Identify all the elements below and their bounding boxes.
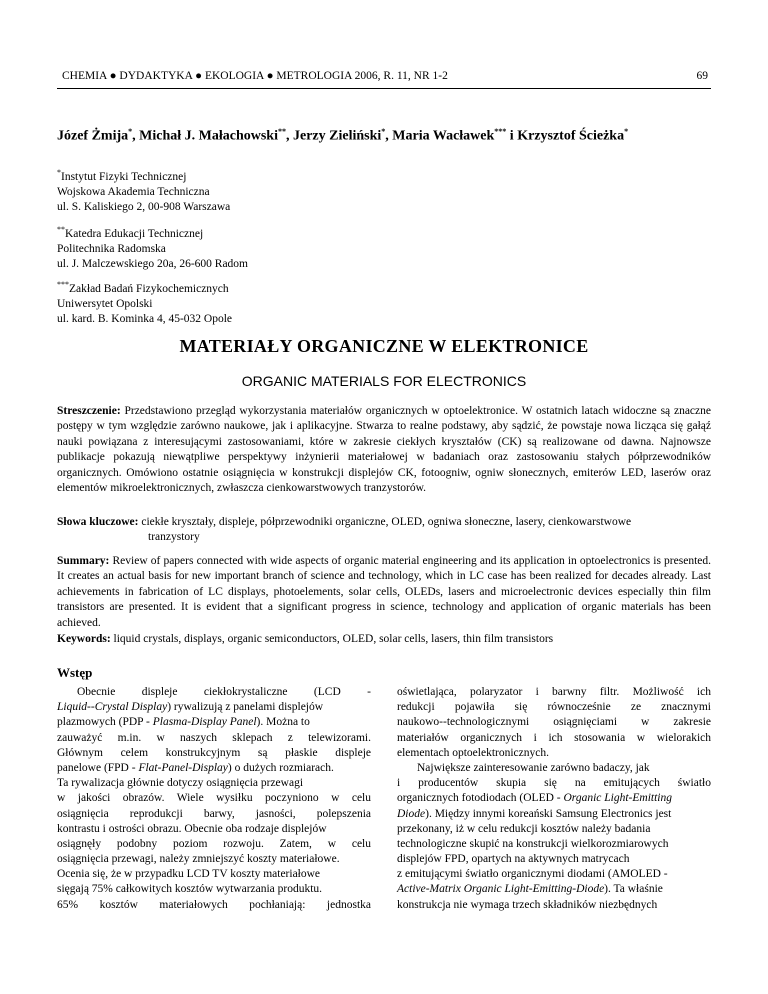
section-heading: Wstęp [57, 665, 93, 680]
text-line: w jakości obrazów. Wiele wysiłku poczyniono w celu [57, 792, 371, 805]
text-line: oświetlająca, polaryzator i barwny filtr. Możliwość ich [397, 686, 711, 698]
header-rule [57, 88, 711, 89]
text-span: ) rywalizują z panelami displejów [167, 701, 324, 714]
affiliation-line: Zakład Badań Fizykochemicznych [69, 282, 229, 295]
text-line [57, 700, 371, 715]
affiliation-line: ul. S. Kaliskiego 2, 00-908 Warszawa [57, 200, 231, 213]
abstract-label: Streszczenie: [57, 405, 121, 417]
journal-info: CHEMIA ● DYDAKTYKA ● EKOLOGIA ● METROLOGIA 2006, R. 11, NR 1-2 [62, 70, 448, 82]
text-span: ). Ta właśnie [604, 883, 663, 896]
italic-term: Diode [397, 807, 426, 820]
italic-term: Flat-Panel-Display [138, 761, 228, 774]
text-line [57, 761, 371, 776]
text-line: kontrastu i ostrości obrazu. Obecnie oba rodzaje displejów [57, 822, 327, 835]
affiliation-line: ul. kard. B. Kominka 4, 45-032 Opole [57, 312, 233, 325]
affiliation-line: Uniwersytet Opolski [57, 297, 153, 310]
author-list [57, 127, 711, 145]
abstract-text: Przedstawiono przegląd wykorzystania materiałów organicznych w optoelektronice. W ostatnich latach widoczne są znaczne postępy w tym względzie zarówno naukowe, jak i aplikacyjne. Stwarza to realne podstawy, aby sądzić, że powstaje nowa licząca się gałąź nauki powiązana z interesującymi zastosowaniami, które w zakresie ciekłych kryształów (CK) są realizowane od dawna. Najnowsze publikacje pokazują niewątpliwe perspektywy inżynierii materiałowej w badaniach oraz zastosowaniu stałych półprzewodników organicznych. Omówiono ostatnie osiągnięcia w konstrukcji displejów CK, fotoogniw, ogniw słonecznych, emiterów LED, laserów oraz elementów mikroelektronicznych, zwłaszcza cienkowarstwowych tranzystorów. [57, 405, 711, 495]
text-line: zauważyć m.in. w naszych sklepach z telewizorami. [57, 731, 371, 744]
affiliation-mark: * [128, 127, 133, 136]
text-line: redukcji pojawiła się równocześnie ze znacznymi [397, 701, 711, 714]
text-line: osiągnięcia reprodukcji barwy, jasności, polepszenia [57, 807, 371, 820]
text-line: osiągnęły podobny poziom rozwoju. Zatem, w celu [57, 837, 371, 850]
separator: , [132, 128, 140, 144]
author-name: Michał J. Małachowski [139, 128, 278, 144]
author-name: Józef Żmija [57, 128, 129, 144]
affiliation-1 [57, 165, 230, 215]
text-span: organicznych fotodiodach (OLED - [397, 792, 564, 805]
text-line: displejów FPD, opartych na aktywnych matrycach [397, 853, 630, 866]
affiliation-mark: *** [494, 127, 507, 136]
text-line: przekonany, iż w celu redukcji kosztów należy badania [397, 822, 651, 835]
keywords-text: ciekłe kryształy, displeje, półprzewodniki organiczne, OLED, ogniwa słoneczne, lasery, cienkowarstwowe [138, 516, 632, 528]
abstract-english [57, 554, 711, 631]
affiliation-line: Wojskowa Akademia Techniczna [57, 185, 210, 198]
affiliation-line: ul. J. Malczewskiego 20a, 26-600 Radom [57, 257, 248, 270]
body-column-left [57, 685, 371, 913]
paper-subtitle-english: ORGANIC MATERIALS FOR ELECTRONICS [241, 373, 527, 389]
affiliation-mark: ** [278, 127, 286, 136]
text-span: panelowe (FPD - [57, 761, 139, 774]
text-line [397, 791, 711, 806]
author-name: Maria Wacławek [392, 128, 495, 144]
summary-label: Summary: [57, 555, 110, 567]
keywords-label: Słowa kluczowe: [57, 516, 139, 528]
affiliation-mark: * [381, 127, 386, 136]
author-name: Jerzy Zieliński [293, 128, 382, 144]
keywords-english [57, 632, 711, 647]
text-line: Ta rywalizacja głównie dotyczy osiągnięcia przewagi [57, 777, 304, 790]
body-column-right [397, 685, 711, 913]
keywords-text-cont: tranzystory [148, 531, 200, 544]
text-span: ). Między innymi koreański Samsung Electronics jest [425, 807, 672, 820]
text-span: ) o dużych rozmiarach. [227, 761, 334, 774]
affiliation-mark: * [624, 127, 629, 136]
affiliation-line: Politechnika Radomska [57, 242, 166, 255]
text-line: materiałów organicznych i ich stosowania w wielorakich [397, 731, 711, 744]
italic-term: Active-Matrix Organic Light-Emitting-Diode [397, 883, 605, 896]
text-line: 65% kosztów materiałowych pochłaniają: jednostka [57, 898, 371, 911]
separator: , [385, 128, 393, 144]
text-line: technologiczne skupić na konstrukcji wielkorozmiarowych [397, 837, 669, 850]
text-line: sięgają 75% całkowitych kosztów wytwarzania produktu. [57, 883, 323, 896]
text-line: Największe zainteresowanie zarówno badaczy, jak [417, 761, 650, 774]
text-line: Obecnie displeje ciekłokrystaliczne (LCD - [77, 686, 371, 698]
text-line: Ocenia się, że w przypadku LCD TV koszty materiałowe [57, 868, 321, 881]
affiliation-mark: *** [57, 280, 69, 289]
text-line: osiągnięcia przewagi, należy zmniejszyć koszty materiałowe. [57, 853, 340, 866]
author-name: Krzysztof Ścieżka [517, 128, 625, 144]
text-line: konstrukcja nie wymaga trzech składników niezbędnych [397, 898, 658, 911]
affiliation-mark: ** [57, 225, 65, 234]
running-header [62, 70, 708, 82]
separator: , [286, 128, 293, 144]
summary-text: Review of papers connected with wide aspects of organic material engineering and its application in optoelectronics is presented. It creates an actual basis for new important branch of science and technology, which in LC case has been realized for decades already. Last achievements in fabrication of LC displays, photoelements, solar cells, OLEDs, lasers and microelectronic devices especially thin film transistors are presented. It is evident that a significant progress in science, technology and application of organic materials has been achieved. [57, 555, 711, 629]
separator: i [506, 128, 518, 144]
page-number: 69 [696, 70, 708, 82]
affiliation-2 [57, 222, 248, 272]
text-line: elementach optoelektronicznych. [397, 746, 549, 759]
text-line [397, 807, 711, 822]
text-line [57, 715, 371, 730]
keywords-polish [57, 515, 711, 546]
italic-term: Plasma-Display Panel [152, 716, 257, 729]
text-span: ). Można to [256, 716, 310, 729]
paper-title: MATERIAŁY ORGANICZNE W ELEKTRONICE [179, 336, 589, 356]
text-span: plazmowych (PDP - [57, 716, 153, 729]
affiliation-3 [57, 277, 232, 327]
text-line: z emitującymi światło organicznymi diodami (AMOLED - [397, 868, 668, 881]
abstract-polish [57, 404, 711, 496]
italic-term: Organic Light-Emitting [563, 792, 672, 805]
italic-term: Liquid--Crystal Display [57, 701, 168, 714]
affiliation-mark: * [57, 168, 61, 177]
keywords-en-text: liquid crystals, displays, organic semiconductors, OLED, solar cells, lasers, thin film transistors [110, 633, 554, 645]
text-line: Głównym celem konstrukcyjnym są płaskie displeje [57, 746, 371, 759]
text-line: naukowo--technologicznymi osiągnięciami w zakresie [397, 716, 711, 729]
affiliation-line: Katedra Edukacji Technicznej [65, 227, 204, 240]
text-line [397, 882, 711, 897]
keywords-en-label: Keywords: [57, 633, 111, 645]
text-line: i producentów skupia się na emitujących światło [397, 777, 711, 790]
affiliation-line: Instytut Fizyki Technicznej [61, 170, 187, 183]
